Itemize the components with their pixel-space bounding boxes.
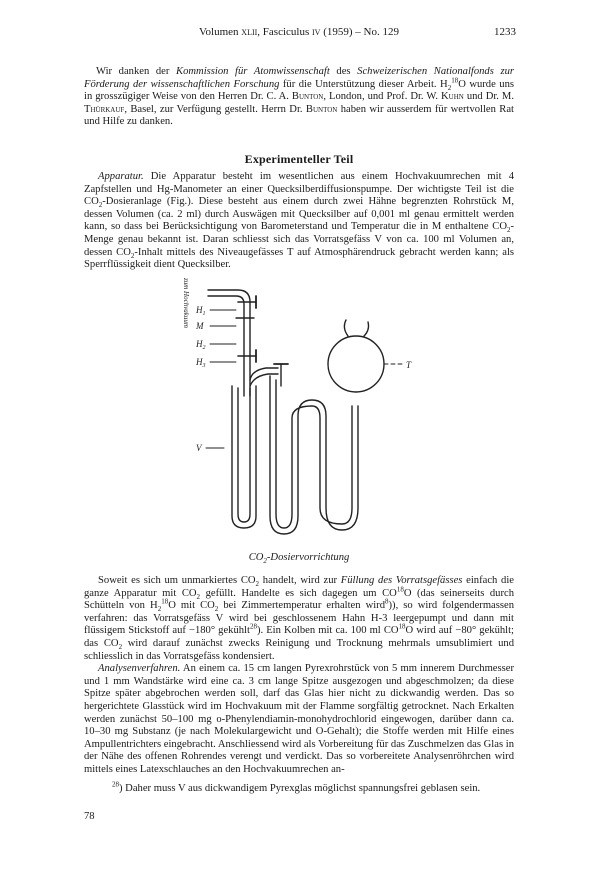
section-heading: Experimenteller Teil: [244, 152, 354, 166]
figure-label-vacuum: zum Hochvakuum: [182, 278, 190, 328]
acknowledgement-paragraph: Wir danken der Kommission für Atomwissenschaft des Schweizerischen Nationalfonds zur Förderung der wissenschaftlichen Forschung für die Unterstützung dieser Arbeit. $H_2^{18}O$ wurde uns in grosszügiger Weise von den Herren Dr. C. A. Bunton, London, und Prof. Dr. W. Kuhn und Dr. M. Thürkauf, Basel, zur Verfügung gestellt. Herrn Dr. Bunton haben wir ausserdem für wertvollen Rat und Hilfe zu danken.: [84, 66, 515, 128]
page-number: 1233: [494, 26, 516, 38]
label-h3: $H_3$: [196, 357, 206, 369]
reservoir-v: [232, 386, 256, 528]
page-foot-number: 78: [84, 811, 95, 822]
label-m: M: [196, 321, 204, 331]
footnote: $^{28}$) Daher muss V aus dickwandigem Pyrexglas möglichst spannungsfrei geblasen sein.: [112, 780, 481, 794]
figure-caption: $CO_2$-Dosiervorrichtung: [248, 552, 350, 566]
u-tube: [270, 376, 358, 534]
co2-dosing-apparatus-figure: [170, 276, 430, 552]
label-v: V: [196, 443, 202, 453]
procedure-text: Soweit es sich um unmarkiertes $CO_2$ handelt, wird zur Füllung des Vorratsgefässes einfach die ganze Apparatur mit $CO_2$ gefüllt. Handelte es sich dagegen um CO$^{18}$O (das seinerseits durch Schütteln von $H_2^{18}O$ mit $CO_2$ bei Zimmertemperatur erhalten wird$^8$)), so wird folgendermassen verfahren: das Vorratsgefäss V wird bei geschlossenem Hahn H-3 leergepumpt und dann mit flüssigem Stickstoff auf −180° gekühlt$^{28}$). Ein Kolben mit ca. 100 ml CO$^{18}$O wird auf −80° gekühlt; das $CO_2$ wird darauf zunächst zwecks Reinigung und Trocknung mehrmals umsublimiert und schliesslich in das Vorratsgefäss kondensiert. Analysenverfahren. An einem ca. 15 cm langen Pyrexrohrstück von 5 mm innerem Durchmesser und 1 mm Wandstärke wird eine ca. 3 cm lange Spitze ausgezogen und abgeschmolzen; da diese Spitze später abgebrochen werden soll, darf das Glas hier nicht zu dickwandig werden. Das so hergerichtete Glasstück wird im Hochvakuum mit der Flamme sorgfältig getrocknet. Nach Erkalten werden zunächst 50–100 mg o-Phenylendiamin-monohydrochlorid eingewogen, darüber dann ca. 10–30 mg Substanz (je nach Molekulargewicht und O-Gehalt); die Stoffe werden mit Hilfe eines Ampullentrichters eingebracht. Anschliessend wird als Vorbereitung für das Zuschmelzen das Glas in der Nähe des offenen Rohrendes verengt und verdickt. Das so vorbereitete Analysenröhrchen wird mittels eines Latexschlauches an den Hochvakuumrechen an-: [84, 575, 515, 775]
label-t: T: [406, 360, 412, 370]
label-h1: $H_1$: [196, 305, 206, 317]
label-h2: $H_2$: [196, 339, 206, 351]
leveling-vessel-t: [328, 336, 384, 392]
running-head-title: Volumen xlii, Fasciculus iv (1959) – No. 129: [199, 26, 399, 38]
apparatus-paragraph: Apparatur. Die Apparatur besteht im wesentlichen aus einem Hochvakuumrechen mit 4 Zapfstellen und Hg-Manometer an einer Quecksilberdiffusionspumpe. Der wichtigste Teil ist die $CO_2$-Dosieranlage (Fig.). Diese besteht aus einem durch zwei Hähne begrenzten Rohrstück M, dessen Volumen (ca. 2 ml) durch Auswägen mit Quecksilber auf 0,001 ml genau ermittelt werden kann, so dass bei Berücksichtigung von Barometerstand und Temperatur die in M enthaltene $CO_2$-Menge genau bekannt ist. Daran schliesst sich das Vorratsgefäss V von ca. 100 ml Volumen an, dessen $CO_2$-Inhalt mittels des Niveaugefässes T auf Atmosphärendruck gebracht werden kann; als Sperrflüssigkeit dient Quecksilber.: [84, 171, 515, 271]
manifold-tube-inner: [208, 296, 244, 396]
analysis-paragraph: Analysenverfahren. An einem ca. 15 cm langen Pyrexrohrstück von 5 mm innerem Durchmesser und 1 mm Wandstärke wird eine ca. 3 cm lange Spitze ausgezogen und abgeschmolzen; da diese Spitze später abgebrochen werden soll, darf das Glas hier nicht zu dickwandig werden. Das so hergerichtete Glasstück wird im Hochvakuum mit der Flamme sorgfältig getrocknet. Nach Erkalten werden zunächst 50–100 mg o-Phenylendiamin-monohydrochlorid eingewogen, darüber dann ca. 10–30 mg Substanz (je nach Molekulargewicht und O-Gehalt); die Stoffe werden mit Hilfe eines Ampullentrichters eingebracht. Anschliessend wird als Vorbereitung für das Zuschmelzen das Glas in der Nähe des offenen Rohrendes verengt und verdickt. Das so vorbereitete Analysenröhrchen wird mittels eines Latexschlauches an den Hochvakuumrechen an-: [84, 663, 514, 775]
